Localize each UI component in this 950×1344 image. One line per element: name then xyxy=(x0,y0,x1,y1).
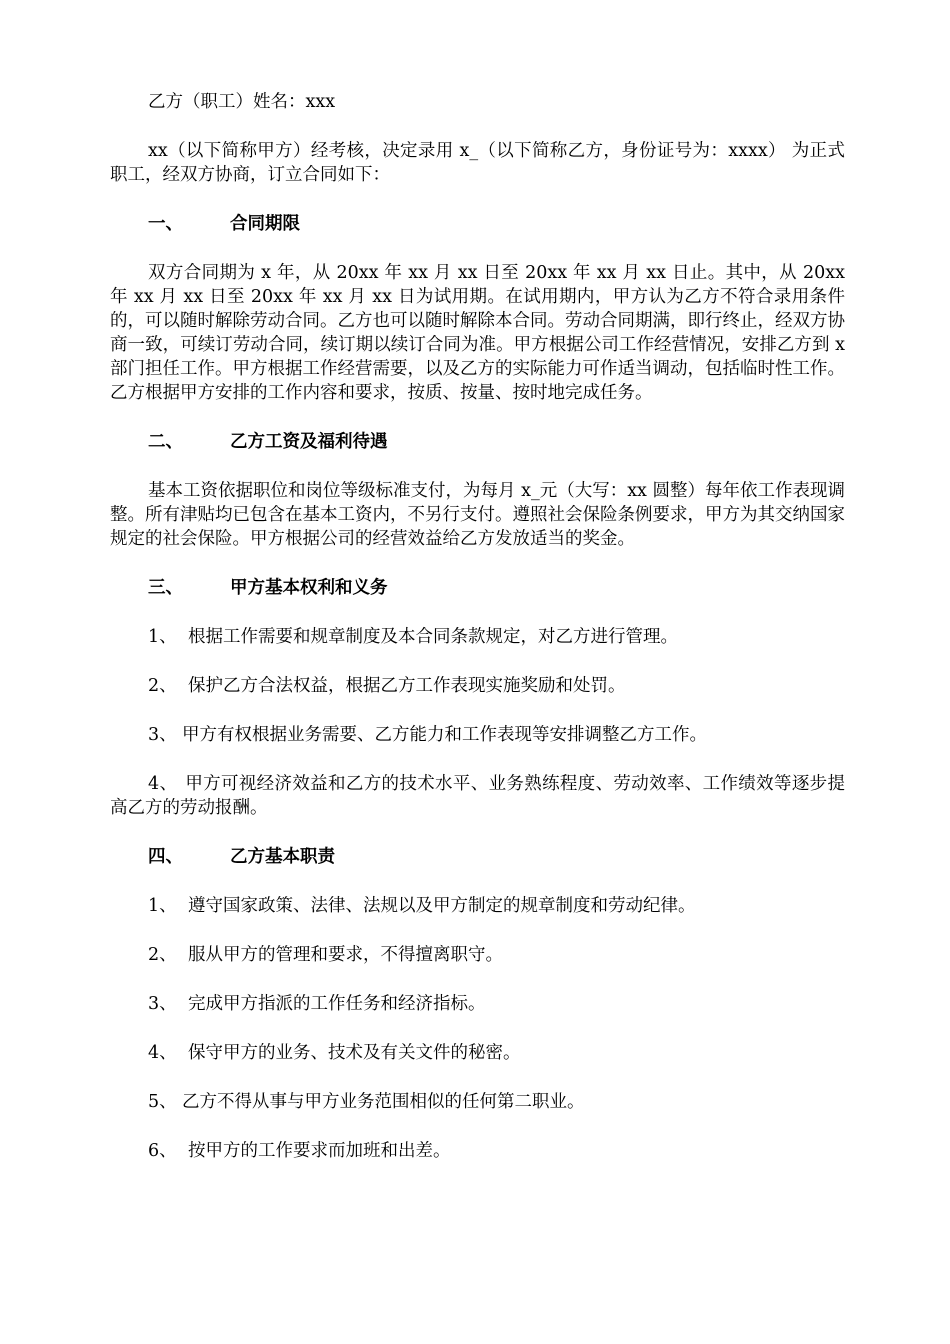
list-item-text: 甲方有权根据业务需要、乙方能力和工作表现等安排调整乙方工作。 xyxy=(182,725,707,745)
list-item-text: 服从甲方的管理和要求，不得擅离职守。 xyxy=(188,945,503,965)
list-item xyxy=(110,674,845,698)
section-heading-wages xyxy=(110,430,845,454)
section-number: 二、 xyxy=(148,432,183,452)
intro-paragraph: xx（以下简称甲方）经考核，决定录用 x_（以下简称乙方，身份证号为：xxxx） 为正式职工，经双方协商，订立合同如下： xyxy=(110,141,845,185)
list-item xyxy=(110,625,845,649)
list-item-text: 保守甲方的业务、技术及有关文件的秘密。 xyxy=(188,1043,521,1063)
list-item xyxy=(110,992,845,1016)
section-heading-term xyxy=(110,212,845,236)
list-item-number: 1、 xyxy=(148,896,177,916)
section-number: 四、 xyxy=(148,847,183,867)
list-item-number: 2、 xyxy=(148,945,177,965)
party-b-name-line: 乙方（职工）姓名：xxx xyxy=(148,92,336,112)
list-item xyxy=(110,1139,845,1163)
list-item-text: 根据工作需要和规章制度及本合同条款规定，对乙方进行管理。 xyxy=(188,627,678,647)
section-body-term: 双方合同期为 x 年，从 20xx 年 xx 月 xx 日至 20xx 年 xx 月 xx 日止。其中，从 20xx 年 xx 月 xx 日至 20xx 年 xx 月 xx 日为试用期。在试用期内，甲方认为乙方不符合录用条件的，可以随时解除劳动合同。乙方也可以随时解除本合同。劳动合同期满，即行终止，经双方协商一致，可续订劳动合同，续订期以续订合同为准。甲方根据公司工作经营情况，安排乙方到 x 部门担任工作。甲方根据工作经营需要，以及乙方的实际能力可作适当调动，包括临时性工作。乙方根据甲方安排的工作内容和要求，按质、按量、按时地完成任务。 xyxy=(110,263,845,403)
section-heading-party-a-rights xyxy=(110,576,845,600)
contract-page xyxy=(110,90,845,1188)
list-item-text: 按甲方的工作要求而加班和出差。 xyxy=(188,1141,451,1161)
section-title: 乙方基本职责 xyxy=(230,847,335,867)
list-item-text: 完成甲方指派的工作任务和经济指标。 xyxy=(188,994,486,1014)
list-item-text: 乙方不得从事与甲方业务范围相似的任何第二职业。 xyxy=(182,1092,585,1112)
list-item-number: 3、 xyxy=(148,725,177,745)
list-item-text: 保护乙方合法权益，根据乙方工作表现实施奖励和处罚。 xyxy=(188,676,626,696)
list-item xyxy=(110,1090,845,1114)
list-item xyxy=(110,772,845,820)
section-title: 乙方工资及福利待遇 xyxy=(230,432,388,452)
list-item xyxy=(110,1041,845,1065)
section-number: 三、 xyxy=(148,578,183,598)
list-item-number: 6、 xyxy=(148,1141,177,1161)
list-item-number: 2、 xyxy=(148,676,177,696)
list-item-number: 3、 xyxy=(148,994,177,1014)
section-body-wages: 基本工资依据职位和岗位等级标准支付，为每月 x_元（大写：xx 圆整）每年依工作表现调整。所有津贴均已包含在基本工资内，不另行支付。遵照社会保险条例要求，甲方为其交纳国家规定的社会保险。甲方根据公司的经营效益给乙方发放适当的奖金。 xyxy=(110,481,845,549)
list-item xyxy=(110,894,845,918)
list-item-text: 甲方可视经济效益和乙方的技术水平、业务熟练程度、劳动效率、工作绩效等逐步提高乙方的劳动报酬。 xyxy=(110,774,845,818)
section-title: 合同期限 xyxy=(230,214,300,234)
list-item xyxy=(110,723,845,747)
list-item-number: 4、 xyxy=(148,774,178,794)
list-item-number: 4、 xyxy=(148,1043,177,1063)
list-item-number: 1、 xyxy=(148,627,177,647)
list-item-number: 5、 xyxy=(148,1092,177,1112)
section-title: 甲方基本权利和义务 xyxy=(230,578,388,598)
list-item xyxy=(110,943,845,967)
list-item-text: 遵守国家政策、法律、法规以及甲方制定的规章制度和劳动纪律。 xyxy=(188,896,696,916)
section-number: 一、 xyxy=(148,214,183,234)
section-heading-party-b-duties xyxy=(110,845,845,869)
